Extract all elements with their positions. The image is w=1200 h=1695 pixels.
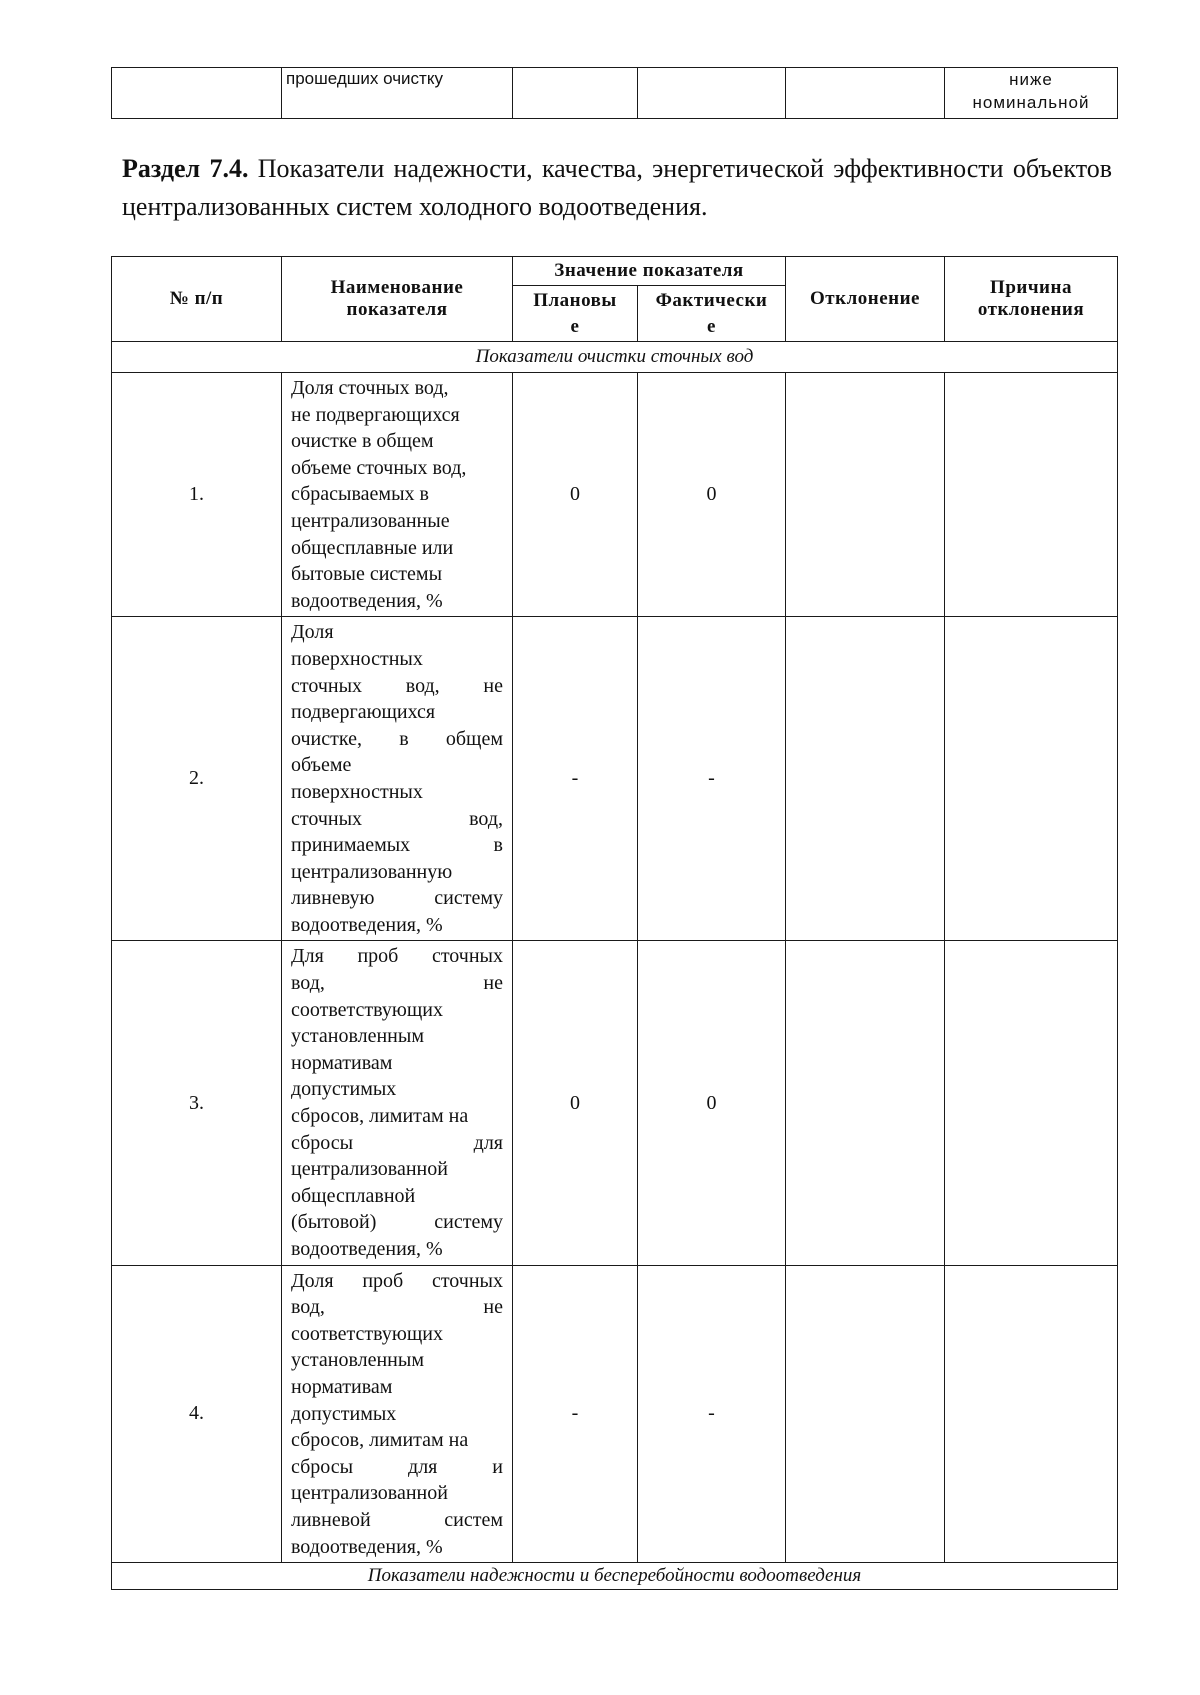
row-name-line: подвергающихся: [291, 701, 436, 724]
header-planned-line: Плановы: [533, 289, 617, 311]
row-deviation: [786, 617, 945, 941]
row-name: [282, 941, 513, 1265]
row-reason: [945, 617, 1118, 941]
row-name-line: Доля проб сточных: [291, 1269, 503, 1292]
row-name-line: допустимых: [291, 1402, 397, 1425]
row-name-line: объеме: [291, 754, 352, 777]
indicators-table: [111, 256, 1118, 1590]
table-row: [112, 941, 1118, 1265]
fragment-num-cell: [112, 68, 282, 119]
row-actual: -: [638, 1265, 786, 1563]
row-name-line: вод, не: [291, 1296, 503, 1319]
table-row: [112, 617, 1118, 941]
row-name-line: сточных вод,: [291, 807, 503, 830]
row-planned: 0: [513, 941, 638, 1265]
section-label: Раздел 7.4.: [122, 154, 249, 183]
row-name-line: водоотведения, %: [291, 913, 443, 936]
row-name-line: сточных вод, не: [291, 674, 503, 697]
row-name-line: водоотведения, %: [291, 589, 443, 612]
row-deviation: [786, 373, 945, 617]
row-name-line: централизованные: [291, 509, 450, 532]
row-name-line: очистке, в общем: [291, 727, 503, 750]
row-name-line: Доля сточных вод,: [291, 377, 449, 399]
row-name-line: сбросы для: [291, 1131, 503, 1154]
row-name-line: бытовые системы: [291, 563, 443, 586]
row-name-line: централизованной: [291, 1158, 448, 1181]
row-name: [282, 373, 513, 617]
section-heading: [122, 150, 1112, 226]
row-name-line: соответствующих: [291, 1322, 443, 1345]
header-actual-line: е: [707, 315, 716, 337]
row-num: 3.: [112, 941, 282, 1265]
header-num: № п/п: [112, 257, 282, 342]
row-name-line: не подвергающихся: [291, 403, 460, 426]
row-name-line: нормативам: [291, 1375, 393, 1398]
row-actual: 0: [638, 941, 786, 1265]
row-name-line: допустимых: [291, 1078, 397, 1101]
row-reason: [945, 941, 1118, 1265]
group-row: [112, 1563, 1118, 1590]
row-num: 4.: [112, 1265, 282, 1563]
row-name-line: общесплавной: [291, 1184, 416, 1207]
row-name-line: водоотведения, %: [291, 1238, 443, 1260]
header-value-group: Значение показателя: [513, 257, 786, 286]
header-deviation: Отклонение: [786, 257, 945, 342]
row-name-line: сбросов, лимитам на: [291, 1105, 469, 1128]
row-name-line: водоотведения, %: [291, 1535, 443, 1558]
header-planned-line: е: [570, 315, 580, 337]
table-row: [112, 373, 1118, 617]
table-row: [112, 1265, 1118, 1563]
row-actual: -: [638, 617, 786, 941]
fragment-planned-cell: [513, 68, 638, 119]
row-reason: [945, 373, 1118, 617]
row-num: 2.: [112, 617, 282, 941]
section-title: Показатели надежности, качества, энергетической эффективности объектов централизованных систем холодного водоотведения.: [122, 154, 1112, 221]
row-name-line: очистке в общем: [291, 430, 434, 453]
row-name-line: нормативам: [291, 1051, 393, 1074]
row-name-line: поверхностных: [291, 780, 423, 803]
header-name: Наименование показателя: [282, 257, 513, 342]
header-actual-line: Фактически: [655, 289, 768, 311]
table-row: [112, 68, 1118, 119]
row-num: 1.: [112, 373, 282, 617]
row-name: [282, 1265, 513, 1563]
row-name-line: общесплавные или: [291, 536, 454, 559]
fragment-deviation-cell: [786, 68, 945, 119]
row-name-line: установленным: [291, 1349, 424, 1372]
row-name-line: (бытовой) систему: [291, 1211, 503, 1234]
row-deviation: [786, 1265, 945, 1563]
row-name-line: Для проб сточных: [291, 945, 503, 968]
fragment-actual-cell: [638, 68, 786, 119]
row-reason: [945, 1265, 1118, 1563]
row-actual: 0: [638, 373, 786, 617]
previous-table-fragment: [111, 67, 1118, 119]
group-title: Показатели очистки сточных вод: [112, 342, 1118, 373]
row-name-line: установленным: [291, 1025, 424, 1048]
fragment-name-cell: [282, 68, 513, 119]
row-name-line: принимаемых в: [291, 834, 503, 857]
row-name-line: ливневой систем: [291, 1508, 503, 1531]
group-title: Показатели надежности и бесперебойности водоотведения: [112, 1563, 1118, 1590]
header-reason: Причина отклонения: [945, 257, 1118, 342]
row-name-line: централизованной: [291, 1482, 448, 1505]
row-name-line: Доля: [291, 621, 334, 644]
row-name-line: сбросов, лимитам на: [291, 1429, 469, 1452]
group-row: [112, 342, 1118, 373]
header-row: [112, 257, 1118, 286]
row-planned: 0: [513, 373, 638, 617]
row-name-line: вод, не: [291, 972, 503, 995]
header-planned: [513, 286, 638, 342]
row-name-line: ливневую систему: [291, 887, 503, 910]
row-deviation: [786, 941, 945, 1265]
fragment-reason-cell: [945, 68, 1118, 119]
row-name-line: сбросы для и: [291, 1455, 503, 1478]
row-planned: -: [513, 617, 638, 941]
fragment-reason-line: номинальной: [972, 93, 1090, 112]
row-name-line: поверхностных: [291, 647, 423, 670]
header-actual: [638, 286, 786, 342]
row-planned: -: [513, 1265, 638, 1563]
row-name-line: объеме сточных вод,: [291, 456, 467, 479]
row-name-line: централизованную: [291, 860, 453, 883]
row-name-line: соответствующих: [291, 998, 443, 1021]
row-name: [282, 617, 513, 941]
fragment-name-text: прошедших очистку: [286, 69, 443, 88]
row-name-line: сбрасываемых в: [291, 483, 429, 506]
fragment-reason-line: ниже: [1009, 70, 1053, 89]
